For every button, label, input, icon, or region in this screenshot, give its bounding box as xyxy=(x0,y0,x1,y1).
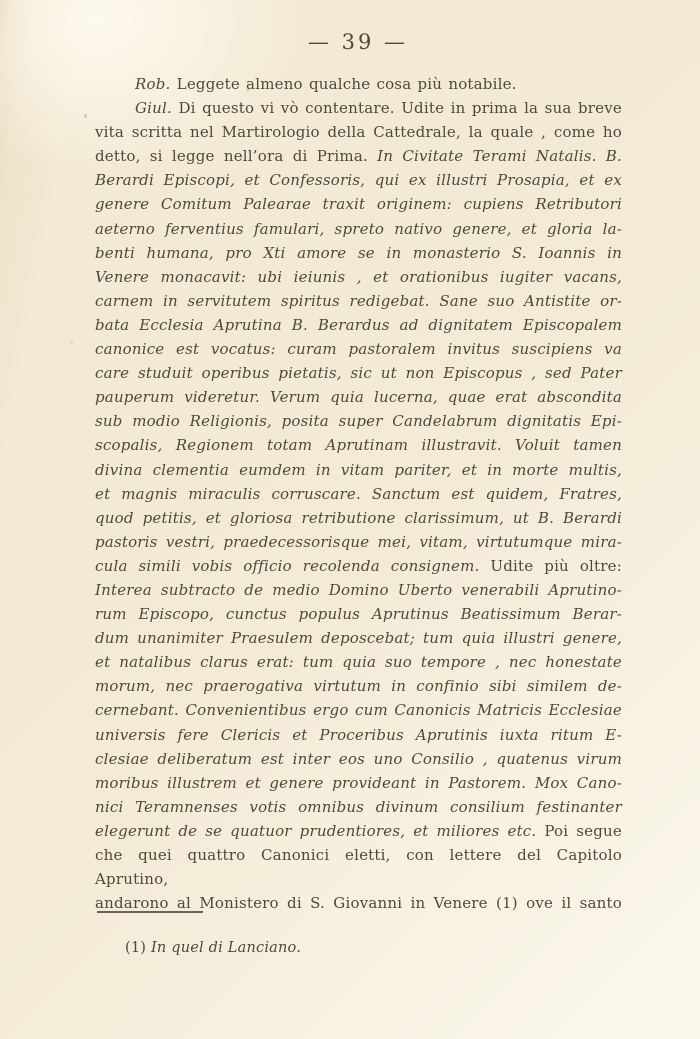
text-segment: rum Episcopo, cunctus populus Aprutinus Beatissimum Berar- xyxy=(95,605,622,624)
text-block xyxy=(95,72,622,915)
text-line xyxy=(95,674,622,698)
text-line xyxy=(95,530,622,554)
text-segment: detto, si legge nell’ora di Prima. xyxy=(95,147,378,166)
text-line xyxy=(95,337,622,361)
text-segment: cula simili vobis officio recolenda consignem. xyxy=(95,556,480,575)
text-segment: pastoris vestri, praedecessorisque mei, vitam, virtutumque mira- xyxy=(95,532,622,551)
text-segment: In Civitate Terami Natalis. B. xyxy=(377,147,622,166)
text-segment: nici Teramnenses votis omnibus divinum consilium festinanter xyxy=(95,797,622,816)
text-line xyxy=(95,626,622,650)
text-segment: et magnis miraculis corruscare. Sanctum est quidem, Fratres, xyxy=(95,484,622,503)
paper-speck xyxy=(70,341,73,344)
text-line xyxy=(95,482,622,506)
text-segment: cernebant. Convenientibus ergo cum Canonicis Matricis Ecclesiae xyxy=(95,701,622,720)
text-segment: pauperum videretur. Verum quia lucerna, quae erat abscondita xyxy=(95,388,622,407)
text-line xyxy=(95,72,622,96)
text-line xyxy=(95,433,622,457)
text-line xyxy=(95,385,622,409)
text-line xyxy=(95,265,622,289)
text-segment: elegerunt de se quatuor prudentiores, et miliores etc. xyxy=(95,821,537,840)
text-line xyxy=(95,698,622,722)
text-segment: Rob. xyxy=(135,75,171,93)
text-line xyxy=(95,96,622,120)
text-line xyxy=(95,192,622,216)
text-line xyxy=(95,819,622,843)
text-line xyxy=(95,313,622,337)
text-line xyxy=(95,723,622,747)
text-segment: andarono al Monistero di S. Giovanni in Venere (1) ove il santo xyxy=(95,894,622,913)
text-segment: sub modio Religionis, posita super Candelabrum dignitatis Epi- xyxy=(95,412,622,431)
text-segment: che quei quattro Canonici eletti, con lettere del Capitolo Aprutino, xyxy=(95,846,622,889)
text-segment: divina clementia eumdem in vitam pariter, et in morte multis, xyxy=(95,460,622,479)
text-segment: Leggete almeno qualche cosa più notabile. xyxy=(170,75,517,93)
text-line xyxy=(95,554,622,578)
paper-speck xyxy=(84,114,87,118)
text-line xyxy=(95,747,622,771)
text-line xyxy=(95,144,622,168)
text-line xyxy=(95,168,622,192)
text-segment: vita scritta nel Martirologio della Cattedrale, la quale , come ho xyxy=(95,123,622,142)
text-segment: Venere monacavit: ubi ieiunis , et orationibus iugiter vacans, xyxy=(95,267,622,286)
text-segment: Interea subtracto de medio Domino Uberto venerabili Aprutino- xyxy=(95,580,622,599)
text-segment: clesiae deliberatum est inter eos uno Consilio , quatenus virum xyxy=(95,749,622,768)
page-number: — 39 — xyxy=(307,30,409,54)
text-segment: canonice est vocatus: curam pastoralem invitus suscipiens va xyxy=(95,340,622,359)
text-segment: aeterno ferventius famulari, spreto nativo genere, et gloria la- xyxy=(95,219,622,238)
text-segment: benti humana, pro Xti amore se in monasterio S. Ioannis in xyxy=(95,243,622,262)
text-segment: Poi segue xyxy=(536,821,622,840)
footnote-divider xyxy=(97,911,203,913)
text-line xyxy=(95,409,622,433)
text-segment: quod petitis, et gloriosa retributione clarissimum, ut B. Berardi xyxy=(95,508,622,527)
text-line xyxy=(95,458,622,482)
text-segment: Udite più oltre: xyxy=(479,556,622,575)
text-segment: bata Ecclesia Aprutina B. Berardus ad dignitatem Episcopalem xyxy=(95,315,622,334)
text-segment: Di questo vi vò contentare. Udite in prima la sua breve xyxy=(172,99,622,118)
text-line xyxy=(95,795,622,819)
text-segment: Berardi Episcopi, et Confessoris, qui ex illustri Prosapia, et ex xyxy=(95,171,622,190)
text-segment: Giul. xyxy=(135,99,173,118)
text-segment: universis fere Clericis et Proceribus Aprutinis iuxta ritum E- xyxy=(95,725,622,744)
text-line xyxy=(95,602,622,626)
text-line xyxy=(95,650,622,674)
text-line xyxy=(95,506,622,530)
text-line xyxy=(95,771,622,795)
text-segment: In quel di Lanciano. xyxy=(150,940,302,956)
text-segment: genere Comitum Palearae traxit originem: cupiens Retributori xyxy=(95,195,622,214)
text-line xyxy=(95,241,622,265)
text-segment: (1) xyxy=(125,940,151,956)
text-segment: scopalis, Regionem totam Aprutinam illustravit. Voluit tamen xyxy=(95,436,622,455)
text-segment: care studuit operibus pietatis, sic ut non Episcopus , sed Pater xyxy=(95,364,622,383)
text-line xyxy=(95,843,622,891)
text-line xyxy=(95,289,622,313)
text-line xyxy=(95,120,622,144)
text-line xyxy=(95,217,622,241)
text-line xyxy=(95,361,622,385)
footnote xyxy=(95,936,652,960)
text-segment: carnem in servitutem spiritus redigebat. Sane suo Antistite or- xyxy=(95,291,622,310)
text-segment: morum, nec praerogativa virtutum in confinio sibi similem de- xyxy=(95,677,622,696)
text-line xyxy=(95,578,622,602)
text-segment: moribus illustrem et genere provideant in Pastorem. Mox Cano- xyxy=(95,773,622,792)
text-segment: dum unanimiter Praesulem deposcebat; tum quia illustri genere, xyxy=(95,629,622,648)
text-segment: et natalibus clarus erat: tum quia suo tempore , nec honestate xyxy=(95,653,622,672)
